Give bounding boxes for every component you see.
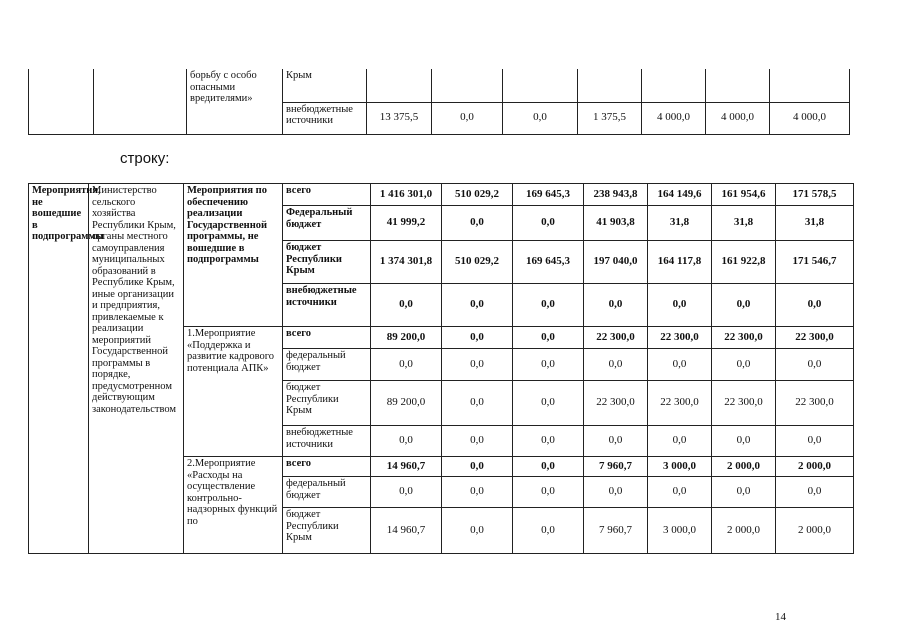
value-cell: 0,0 xyxy=(442,477,513,508)
budget-table xyxy=(28,183,854,554)
value-cell: 7 960,7 xyxy=(584,457,648,477)
source-cell: федеральный бюджет xyxy=(283,477,371,508)
value-cell: 0,0 xyxy=(442,457,513,477)
continued-table-fragment xyxy=(28,69,850,135)
value-cell: 0,0 xyxy=(513,381,584,426)
value-cell: 0,0 xyxy=(776,426,854,457)
value-cell: 0,0 xyxy=(442,284,513,327)
value-cell: 7 960,7 xyxy=(584,508,648,554)
value-cell: 0,0 xyxy=(503,102,578,134)
page-number: 14 xyxy=(775,611,786,623)
value-cell: 238 943,8 xyxy=(584,184,648,206)
value-cell: 1 375,5 xyxy=(578,102,642,134)
table-row xyxy=(29,69,850,102)
value-cell: 0,0 xyxy=(648,477,712,508)
value-cell: 0,0 xyxy=(513,284,584,327)
value-cell: 0,0 xyxy=(442,508,513,554)
value-cell: 22 300,0 xyxy=(712,327,776,349)
value-cell: 0,0 xyxy=(513,206,584,241)
source-cell: Федеральный бюджет xyxy=(283,206,371,241)
table-row xyxy=(29,184,854,206)
value-cell: 0,0 xyxy=(513,426,584,457)
value-cell: 22 300,0 xyxy=(776,327,854,349)
value-cell: 31,8 xyxy=(712,206,776,241)
source-cell: всего xyxy=(283,457,371,477)
value-cell: 171 578,5 xyxy=(776,184,854,206)
value-cell: 169 645,3 xyxy=(513,241,584,284)
value-cell: 0,0 xyxy=(712,284,776,327)
value-cell: 2 000,0 xyxy=(776,508,854,554)
value-cell: 0,0 xyxy=(776,477,854,508)
source-cell: внебюджетные источники xyxy=(283,426,371,457)
value-cell: 0,0 xyxy=(442,206,513,241)
value-cell: 0,0 xyxy=(371,284,442,327)
value-cell: 1 416 301,0 xyxy=(371,184,442,206)
value-cell: 1 374 301,8 xyxy=(371,241,442,284)
value-cell: 169 645,3 xyxy=(513,184,584,206)
value-cell: 0,0 xyxy=(584,284,648,327)
value-cell: 41 903,8 xyxy=(584,206,648,241)
value-cell: 22 300,0 xyxy=(776,381,854,426)
value-cell: 22 300,0 xyxy=(648,381,712,426)
value-cell: 0,0 xyxy=(584,477,648,508)
value-cell: 0,0 xyxy=(776,349,854,381)
value-cell: 14 960,7 xyxy=(371,457,442,477)
value-cell: 22 300,0 xyxy=(584,327,648,349)
value-cell: 161 954,6 xyxy=(712,184,776,206)
value-cell: 0,0 xyxy=(371,426,442,457)
value-cell: 0,0 xyxy=(776,284,854,327)
value-cell: 31,8 xyxy=(776,206,854,241)
value-cell: 0,0 xyxy=(584,349,648,381)
value-cell: 0,0 xyxy=(584,426,648,457)
value-cell: 0,0 xyxy=(442,426,513,457)
value-cell: 0,0 xyxy=(371,349,442,381)
value-cell: 0,0 xyxy=(712,477,776,508)
value-cell: 0,0 xyxy=(712,349,776,381)
value-cell: 197 040,0 xyxy=(584,241,648,284)
value-cell: 0,0 xyxy=(442,327,513,349)
value-cell: 164 117,8 xyxy=(648,241,712,284)
value-cell: 0,0 xyxy=(648,426,712,457)
value-cell: 0,0 xyxy=(648,284,712,327)
executor-cell: Министерство сельского хозяйства Республики Крым, органы местного самоуправления муниципальных образований в Республике Крым, иные организации и предприятия, привлекаемые к реализации мероприятий Государственной программы в порядке, предусмотренном действующим законодательством xyxy=(89,184,184,554)
value-cell: 171 546,7 xyxy=(776,241,854,284)
source-cell: федеральный бюджет xyxy=(283,349,371,381)
value-cell: 0,0 xyxy=(513,349,584,381)
value-cell: 2 000,0 xyxy=(712,508,776,554)
value-cell: 0,0 xyxy=(371,477,442,508)
value-cell: 510 029,2 xyxy=(442,241,513,284)
value-cell: 0,0 xyxy=(513,508,584,554)
value-cell: 3 000,0 xyxy=(648,457,712,477)
value-cell: 4 000,0 xyxy=(706,102,770,134)
measure-cell: борьбу с особо опасными вредителями» xyxy=(187,69,283,134)
value-cell: 3 000,0 xyxy=(648,508,712,554)
value-cell: 0,0 xyxy=(648,349,712,381)
measure-cell: 2.Мероприятие «Расходы на осуществление контрольно-надзорных функций по xyxy=(184,457,283,554)
source-cell: всего xyxy=(283,327,371,349)
value-cell: 89 200,0 xyxy=(371,327,442,349)
caption-text: строку: xyxy=(120,150,170,167)
section-title-cell: Мероприятия, не вошедшие в подпрограммы xyxy=(29,184,89,554)
value-cell: 164 149,6 xyxy=(648,184,712,206)
value-cell: 22 300,0 xyxy=(648,327,712,349)
value-cell: 510 029,2 xyxy=(442,184,513,206)
value-cell: 4 000,0 xyxy=(770,102,850,134)
measure-cell: Мероприятия по обеспечению реализации Государственной программы, не вошедшие в подпрограммы xyxy=(184,184,283,327)
value-cell: 31,8 xyxy=(648,206,712,241)
source-cell: Крым xyxy=(283,69,367,102)
value-cell: 0,0 xyxy=(712,426,776,457)
value-cell: 0,0 xyxy=(442,349,513,381)
value-cell: 2 000,0 xyxy=(712,457,776,477)
value-cell: 0,0 xyxy=(442,381,513,426)
value-cell: 22 300,0 xyxy=(712,381,776,426)
value-cell: 14 960,7 xyxy=(371,508,442,554)
source-cell: внебюджетные источники xyxy=(283,284,371,327)
value-cell: 0,0 xyxy=(513,477,584,508)
value-cell: 0,0 xyxy=(513,457,584,477)
value-cell: 161 922,8 xyxy=(712,241,776,284)
value-cell: 41 999,2 xyxy=(371,206,442,241)
source-cell: бюджет Республики Крым xyxy=(283,508,371,554)
source-cell: бюджет Республики Крым xyxy=(283,241,371,284)
value-cell: 2 000,0 xyxy=(776,457,854,477)
value-cell: 22 300,0 xyxy=(584,381,648,426)
value-cell: 89 200,0 xyxy=(371,381,442,426)
value-cell: 4 000,0 xyxy=(642,102,706,134)
source-cell: внебюджетные источники xyxy=(283,102,367,134)
value-cell: 0,0 xyxy=(432,102,503,134)
value-cell: 0,0 xyxy=(513,327,584,349)
source-cell: всего xyxy=(283,184,371,206)
measure-cell: 1.Мероприятие «Поддержка и развитие кадрового потенциала АПК» xyxy=(184,327,283,457)
value-cell: 13 375,5 xyxy=(367,102,432,134)
source-cell: бюджет Республики Крым xyxy=(283,381,371,426)
